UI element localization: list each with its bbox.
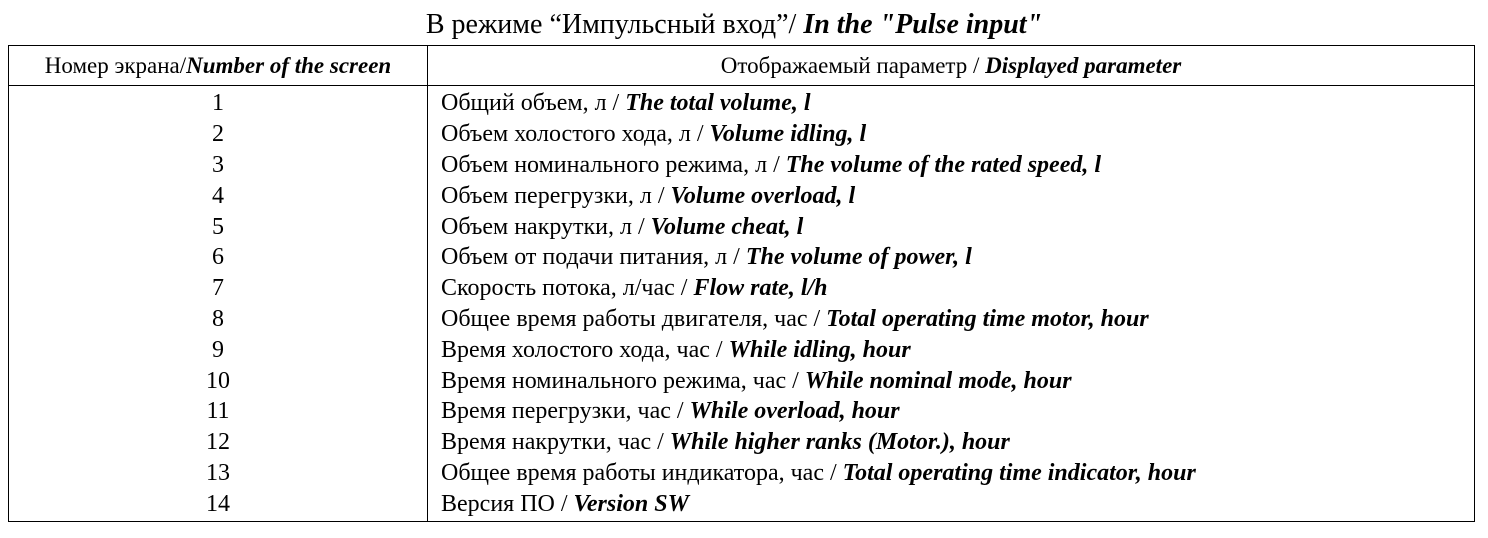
parameter-en: The volume of the rated speed, l xyxy=(785,151,1102,178)
screen-number: 11 xyxy=(9,396,428,427)
parameter-ru: Время перегрузки, час / xyxy=(441,398,690,425)
parameter-ru: Общее время работы индикатора, час / xyxy=(441,459,843,486)
table-row xyxy=(9,273,1475,304)
table-row xyxy=(9,119,1475,150)
table-row xyxy=(9,427,1475,458)
parameter-en: Volume cheat, l xyxy=(650,213,804,240)
parameter-en: Volume overload, l xyxy=(670,182,856,209)
parameter-cell xyxy=(428,242,1475,273)
table-row xyxy=(9,242,1475,273)
header-screen-number xyxy=(9,46,428,86)
parameter-cell xyxy=(428,273,1475,304)
screen-number: 7 xyxy=(9,273,428,304)
parameter-en: Version SW xyxy=(573,490,689,517)
screen-number: 8 xyxy=(9,304,428,335)
header-number-ru: Номер экрана/ xyxy=(44,52,187,78)
parameter-cell xyxy=(428,458,1475,489)
parameter-en: While idling, hour xyxy=(728,336,911,363)
parameter-cell xyxy=(428,304,1475,335)
table-row xyxy=(9,180,1475,211)
parameter-en: While nominal mode, hour xyxy=(804,367,1072,394)
screen-number: 4 xyxy=(9,180,428,211)
parameter-en: The total volume, l xyxy=(625,90,811,117)
screen-number: 9 xyxy=(9,334,428,365)
table-row xyxy=(9,304,1475,335)
screen-number: 14 xyxy=(9,488,428,521)
parameter-cell xyxy=(428,211,1475,242)
parameters-table xyxy=(8,45,1475,522)
table-row xyxy=(9,150,1475,181)
screen-number: 2 xyxy=(9,119,428,150)
parameter-ru: Скорость потока, л/час / xyxy=(441,275,694,302)
screen-number: 3 xyxy=(9,150,428,181)
screen-number: 1 xyxy=(9,86,428,119)
parameter-ru: Версия ПО / xyxy=(441,490,574,517)
parameter-en: While higher ranks (Motor.), hour xyxy=(669,429,1010,456)
header-param-ru: Отображаемый параметр / xyxy=(720,52,986,78)
parameter-ru: Объем накрутки, л / xyxy=(441,213,651,240)
header-displayed-parameter xyxy=(428,46,1475,86)
parameter-cell xyxy=(428,334,1475,365)
parameter-cell xyxy=(428,150,1475,181)
parameter-en: Flow rate, l/h xyxy=(693,275,828,302)
parameter-ru: Объем холостого хода, л / xyxy=(441,121,710,148)
table-row xyxy=(9,211,1475,242)
table-row xyxy=(9,458,1475,489)
page-title xyxy=(0,8,1468,42)
screen-number: 12 xyxy=(9,427,428,458)
parameter-ru: Общее время работы двигателя, час / xyxy=(441,305,827,332)
title-ru: В режиме “Импульсный вход”/ xyxy=(425,9,804,40)
parameter-cell xyxy=(428,119,1475,150)
screen-number: 10 xyxy=(9,365,428,396)
parameter-en: While overload, hour xyxy=(689,398,900,425)
screen-number: 13 xyxy=(9,458,428,489)
parameter-ru: Объем перегрузки, л / xyxy=(441,182,671,209)
parameter-cell xyxy=(428,180,1475,211)
parameter-cell xyxy=(428,488,1475,521)
table-row xyxy=(9,334,1475,365)
screen-number: 5 xyxy=(9,211,428,242)
parameter-en: The volume of power, l xyxy=(745,244,972,271)
parameter-en: Total operating time motor, hour xyxy=(826,305,1149,332)
parameter-en: Total operating time indicator, hour xyxy=(842,459,1196,486)
parameter-en: Volume idling, l xyxy=(709,121,867,148)
parameter-ru: Время номинального режима, час / xyxy=(441,367,805,394)
parameter-cell xyxy=(428,396,1475,427)
header-number-en: Number of the screen xyxy=(186,52,392,78)
table-row xyxy=(9,86,1475,119)
parameter-cell xyxy=(428,427,1475,458)
title-en: In the "Pulse input" xyxy=(803,9,1043,40)
parameter-cell xyxy=(428,86,1475,119)
parameter-ru: Объем номинального режима, л / xyxy=(441,151,786,178)
table-row xyxy=(9,488,1475,521)
parameter-ru: Объем от подачи питания, л / xyxy=(441,244,746,271)
parameter-ru: Время накрутки, час / xyxy=(441,429,670,456)
parameter-ru: Общий объем, л / xyxy=(441,90,626,117)
table-row xyxy=(9,396,1475,427)
header-param-en: Displayed parameter xyxy=(985,52,1182,78)
table-row xyxy=(9,365,1475,396)
table-header-row xyxy=(9,46,1475,86)
screen-number: 6 xyxy=(9,242,428,273)
parameter-ru: Время холостого хода, час / xyxy=(441,336,729,363)
parameter-cell xyxy=(428,365,1475,396)
